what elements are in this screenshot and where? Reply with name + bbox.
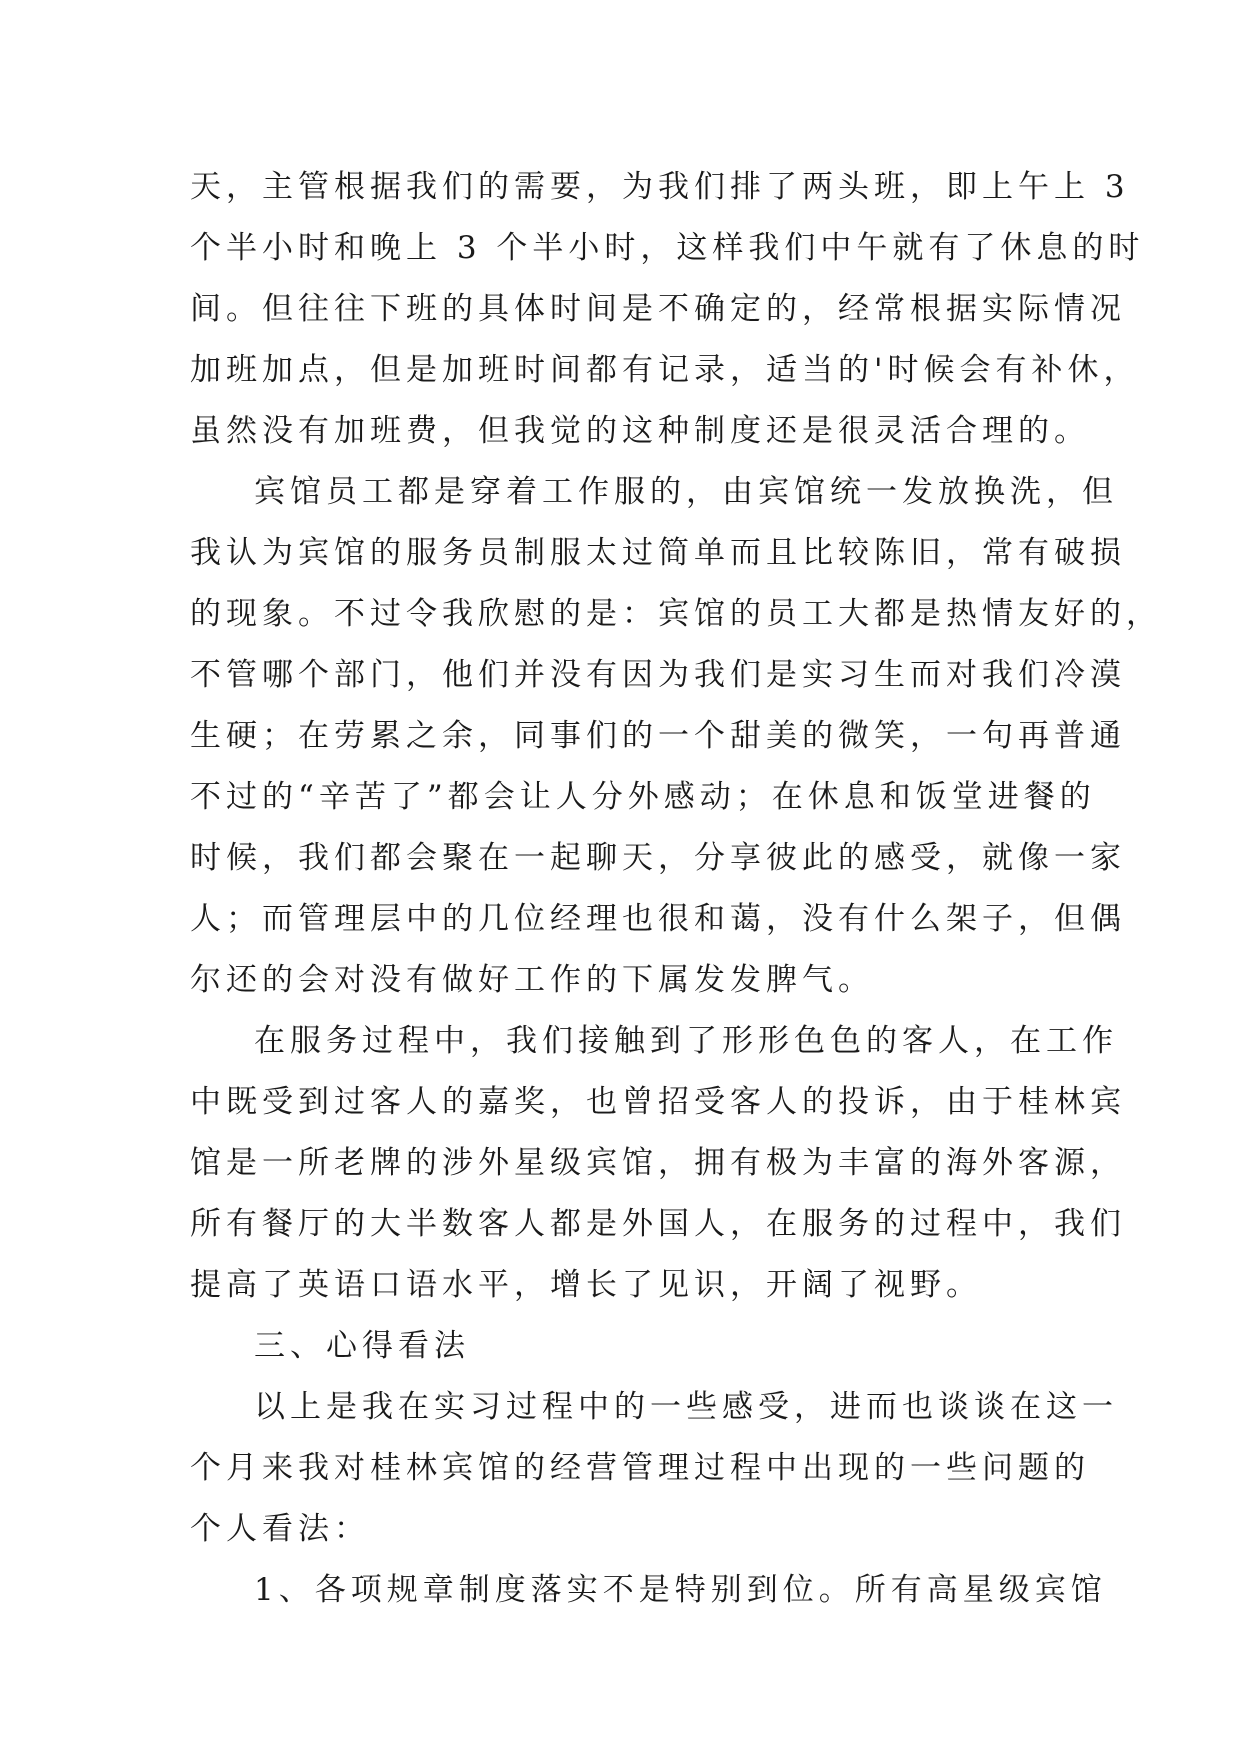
text-line: 加班加点，但是加班时间都有记录，适当的'时候会有补休， xyxy=(190,352,1140,388)
text-line: 生硬；在劳累之余，同事们的一个甜美的微笑，一句再普通 xyxy=(190,718,1126,754)
text-line: 人；而管理层中的几位经理也很和蔼，没有什么架子，但偶 xyxy=(190,901,1126,937)
text-line: 个人看法： xyxy=(190,1511,370,1547)
text-line: 所有餐厅的大半数客人都是外国人，在服务的过程中，我们 xyxy=(190,1206,1126,1242)
text-line: 我认为宾馆的服务员制服太过简单而且比较陈旧，常有破损 xyxy=(190,535,1126,571)
text-line: 以上是我在实习过程中的一些感受，进而也谈谈在这一 xyxy=(254,1389,1118,1425)
text-line: 不管哪个部门，他们并没有因为我们是实习生而对我们冷漠 xyxy=(190,657,1126,693)
text-line: 中既受到过客人的嘉奖，也曾招受客人的投诉，由于桂林宾 xyxy=(190,1084,1126,1120)
text-line: 天，主管根据我们的需要，为我们排了两头班，即上午上 3 xyxy=(190,169,1130,205)
text-line: 个月来我对桂林宾馆的经营管理过程中出现的一些问题的 xyxy=(190,1450,1090,1486)
text-line: 宾馆员工都是穿着工作服的，由宾馆统一发放换洗，但 xyxy=(254,474,1118,510)
text-line: 间。但往往下班的具体时间是不确定的，经常根据实际情况 xyxy=(190,291,1126,327)
text-line: 个半小时和晚上 3 个半小时，这样我们中午就有了休息的时 xyxy=(190,230,1145,266)
document-body xyxy=(190,157,1162,1621)
text-line: 虽然没有加班费，但我觉的这种制度还是很灵活合理的。 xyxy=(190,413,1090,449)
text-line: 三、心得看法 xyxy=(254,1328,470,1364)
text-line: 提高了英语口语水平，增长了见识，开阔了视野。 xyxy=(190,1267,982,1303)
text-line: 在服务过程中，我们接触到了形形色色的客人，在工作 xyxy=(254,1023,1118,1059)
text-line: 1、各项规章制度落实不是特别到位。所有高星级宾馆 xyxy=(254,1572,1107,1608)
text-line: 时候，我们都会聚在一起聊天，分享彼此的感受，就像一家 xyxy=(190,840,1126,876)
text-line: 不过的“辛苦了”都会让人分外感动；在休息和饭堂进餐的 xyxy=(190,779,1096,815)
text-line: 尔还的会对没有做好工作的下属发发脾气。 xyxy=(190,962,874,998)
text-line: 馆是一所老牌的涉外星级宾馆，拥有极为丰富的海外客源， xyxy=(190,1145,1126,1181)
text-line: 的现象。不过令我欣慰的是：宾馆的员工大都是热情友好的， xyxy=(190,596,1162,632)
